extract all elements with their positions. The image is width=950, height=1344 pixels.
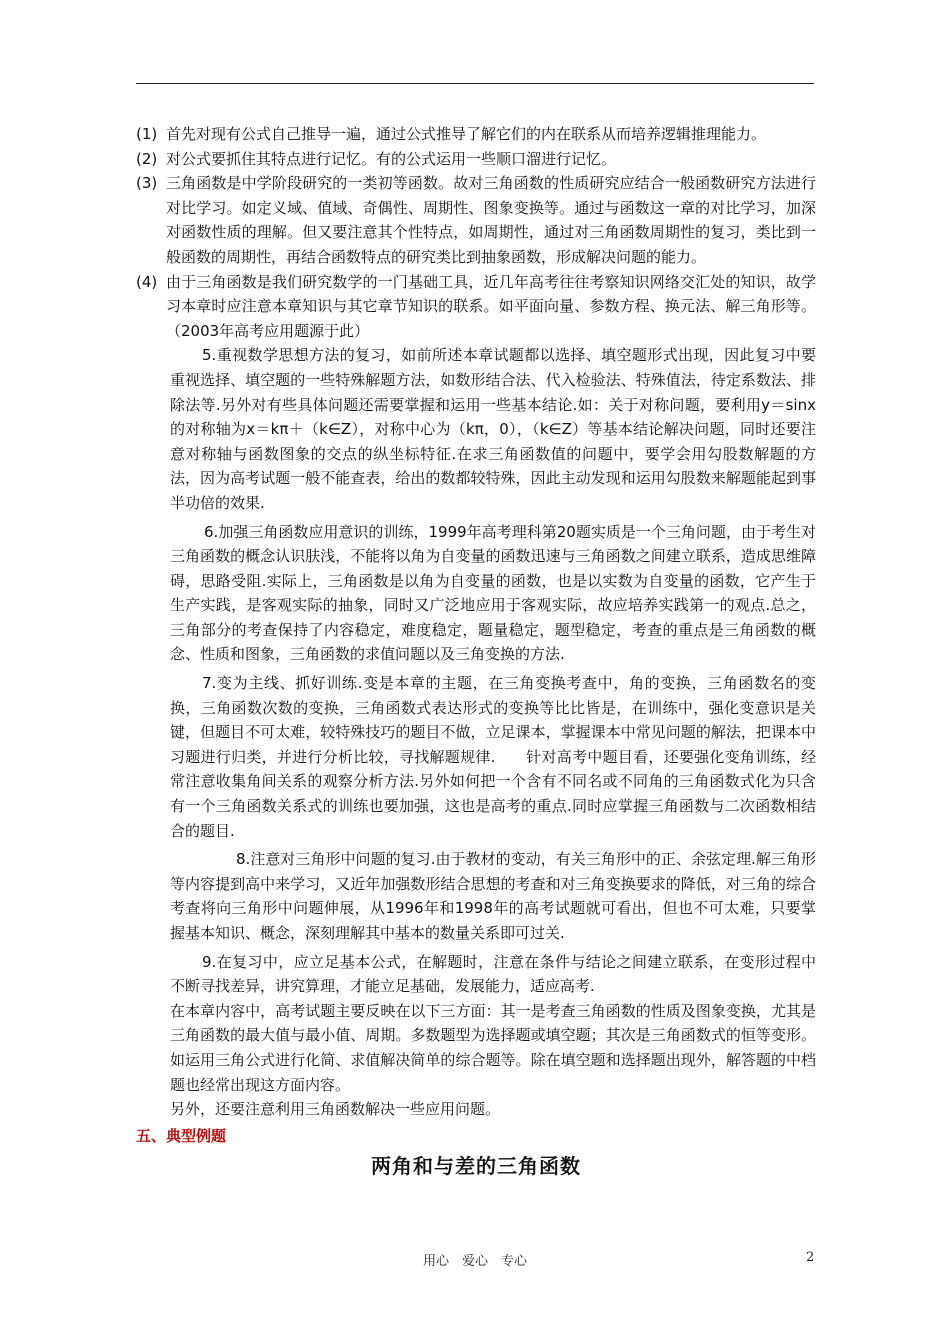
section-heading: 五、典型例题 [136, 1126, 227, 1145]
paragraph-summary: 在本章内容中，高考试题主要反映在以下三方面：其一是考查三角函数的性质及图象变换，尤其是三角函数的最大值与最小值、周期。多数题型为选择题或填空题；其次是三角函数式的恒等变形。如运用三角公式进行化简、求值解决简单的综合题等。除在填空题和选择题出现外，解答题的中档题也经常出现这方面内容。 [170, 1001, 816, 1094]
list-item-text: 首先对现有公式自己推导一遍，通过公式推导了解它们的内在联系从而培养逻辑推理能力。 [166, 125, 767, 143]
list-item-number: (4) [136, 272, 158, 291]
page-footer: 用心 爱心 专心 [422, 1254, 527, 1269]
list-item-text: 三角函数是中学阶段研究的一类初等函数。故对三角函数的性质研究应结合一般函数研究方法进行对比学习。如定义域、值域、奇偶性、周期性、图象变换等。通过与函数这一章的对比学习，加深对函数性质的理解。但又要注意其个性特点，如周期性，通过对三角函数周期性的复习，类比到一般函数的周期性，再结合函数特点的研究类比到抽象函数，形成解决问题的能力。 [166, 174, 816, 266]
list-item-text: 对公式要抓住其特点进行记忆。有的公式运用一些顺口溜进行记忆。 [166, 149, 617, 168]
paragraph-7: 7.变为主线、抓好训练.变是本章的主题，在三角变换考查中，角的变换，三角函数名的变换，三角函数次数的变换，三角函数式表达形式的变换等比比皆是，在训练中，强化变意识是关键，但题目不可太难，较特殊技巧的题目不做，立足课本，掌握课本中常见问题的解法，把课本中习题进行归类，并进行分析比较，寻找解题规律. 针对高考中题目看，还要强化变角训练，经常注意收集角间关系的观察分析方法.另外如何把一个含有不同名或不同角的三角函数式化为只含有一个三角函数关系式的训练也要加强，这也是高考的重点.同时应掌握三角函数与二次函数相结合的题目. [170, 674, 816, 840]
paragraph-note: 另外，还要注意利用三角函数解决一些应用问题。 [170, 1100, 501, 1119]
paragraph-8: 8.注意对三角形中问题的复习.由于教材的变动，有关三角形中的正、余弦定理.解三角形等内容提到高中来学习，又近年加强数形结合思想的考查和对三角变换要求的降低，对三角的综合考查将向三角形中问题伸展，从1996年和1998年的高考试题就可看出，但也不可太难，只要掌握基本知识、概念，深刻理解其中基本的数量关系即可过关. [170, 850, 816, 942]
list-item [136, 270, 816, 344]
paragraph-5: 5.重视数学思想方法的复习，如前所述本章试题都以选择、填空题形式出现，因此复习中要重视选择、填空题的一些特殊解题方法，如数形结合法、代入检验法、特殊值法，待定系数法、排除法等.另外对有些具体问题还需要掌握和运用一些基本结论.如：关于对称问题，要利用y＝sinx的对称轴为x＝kπ＋（k∈Z），对称中心为（kπ，0），（k∈Z）等基本结论解决问题，同时还要注意对称轴与函数图象的交点的纵坐标特征.在求三角函数值的问题中，要学会用勾股数解题的方法，因为高考试题一般不能查表，给出的数都较特殊，因此主动发现和运用勾股数来解题能起到事半功倍的效果. [170, 346, 816, 512]
paragraph-6: 6.加强三角函数应用意识的训练，1999年高考理科第20题实质是一个三角问题，由于考生对三角函数的概念认识肤浅，不能将以角为自变量的函数迅速与三角函数之间建立联系，造成思维障碍，思路受阻.实际上，三角函数是以角为自变量的函数，也是以实数为自变量的函数，它产生于生产实践，是客观实际的抽象，同时又广泛地应用于客观实际，故应培养实践第一的观点.总之，三角部分的考查保持了内容稳定，难度稳定，题量稳定，题型稳定，考查的重点是三角函数的概念、性质和图象，三角函数的求值问题以及三角变换的方法. [170, 522, 816, 664]
page-number: 2 [806, 1250, 815, 1265]
list-item [136, 147, 816, 172]
paragraph-9: 9.在复习中，应立足基本公式，在解题时，注意在条件与结论之间建立联系，在变形过程中不断寻找差异，讲究算理，才能立足基础，发展能力，适应高考. [170, 952, 816, 996]
list-item-number: (1) [136, 125, 158, 143]
list-item-number: (2) [136, 149, 158, 168]
document-body [136, 122, 816, 1179]
list-item [136, 122, 816, 147]
header-rule [136, 83, 814, 84]
list-item-number: (3) [136, 174, 158, 193]
list-item [136, 171, 816, 269]
section-title: 两角和与差的三角函数 [371, 1154, 581, 1179]
list-item-text: 由于三角函数是我们研究数学的一门基础工具，近几年高考往往考察知识网络交汇处的知识，故学习本章时应注意本章知识与其它章节知识的联系。如平面向量、参数方程、换元法、解三角形等。（2003年高考应用题源于此） [166, 272, 816, 340]
